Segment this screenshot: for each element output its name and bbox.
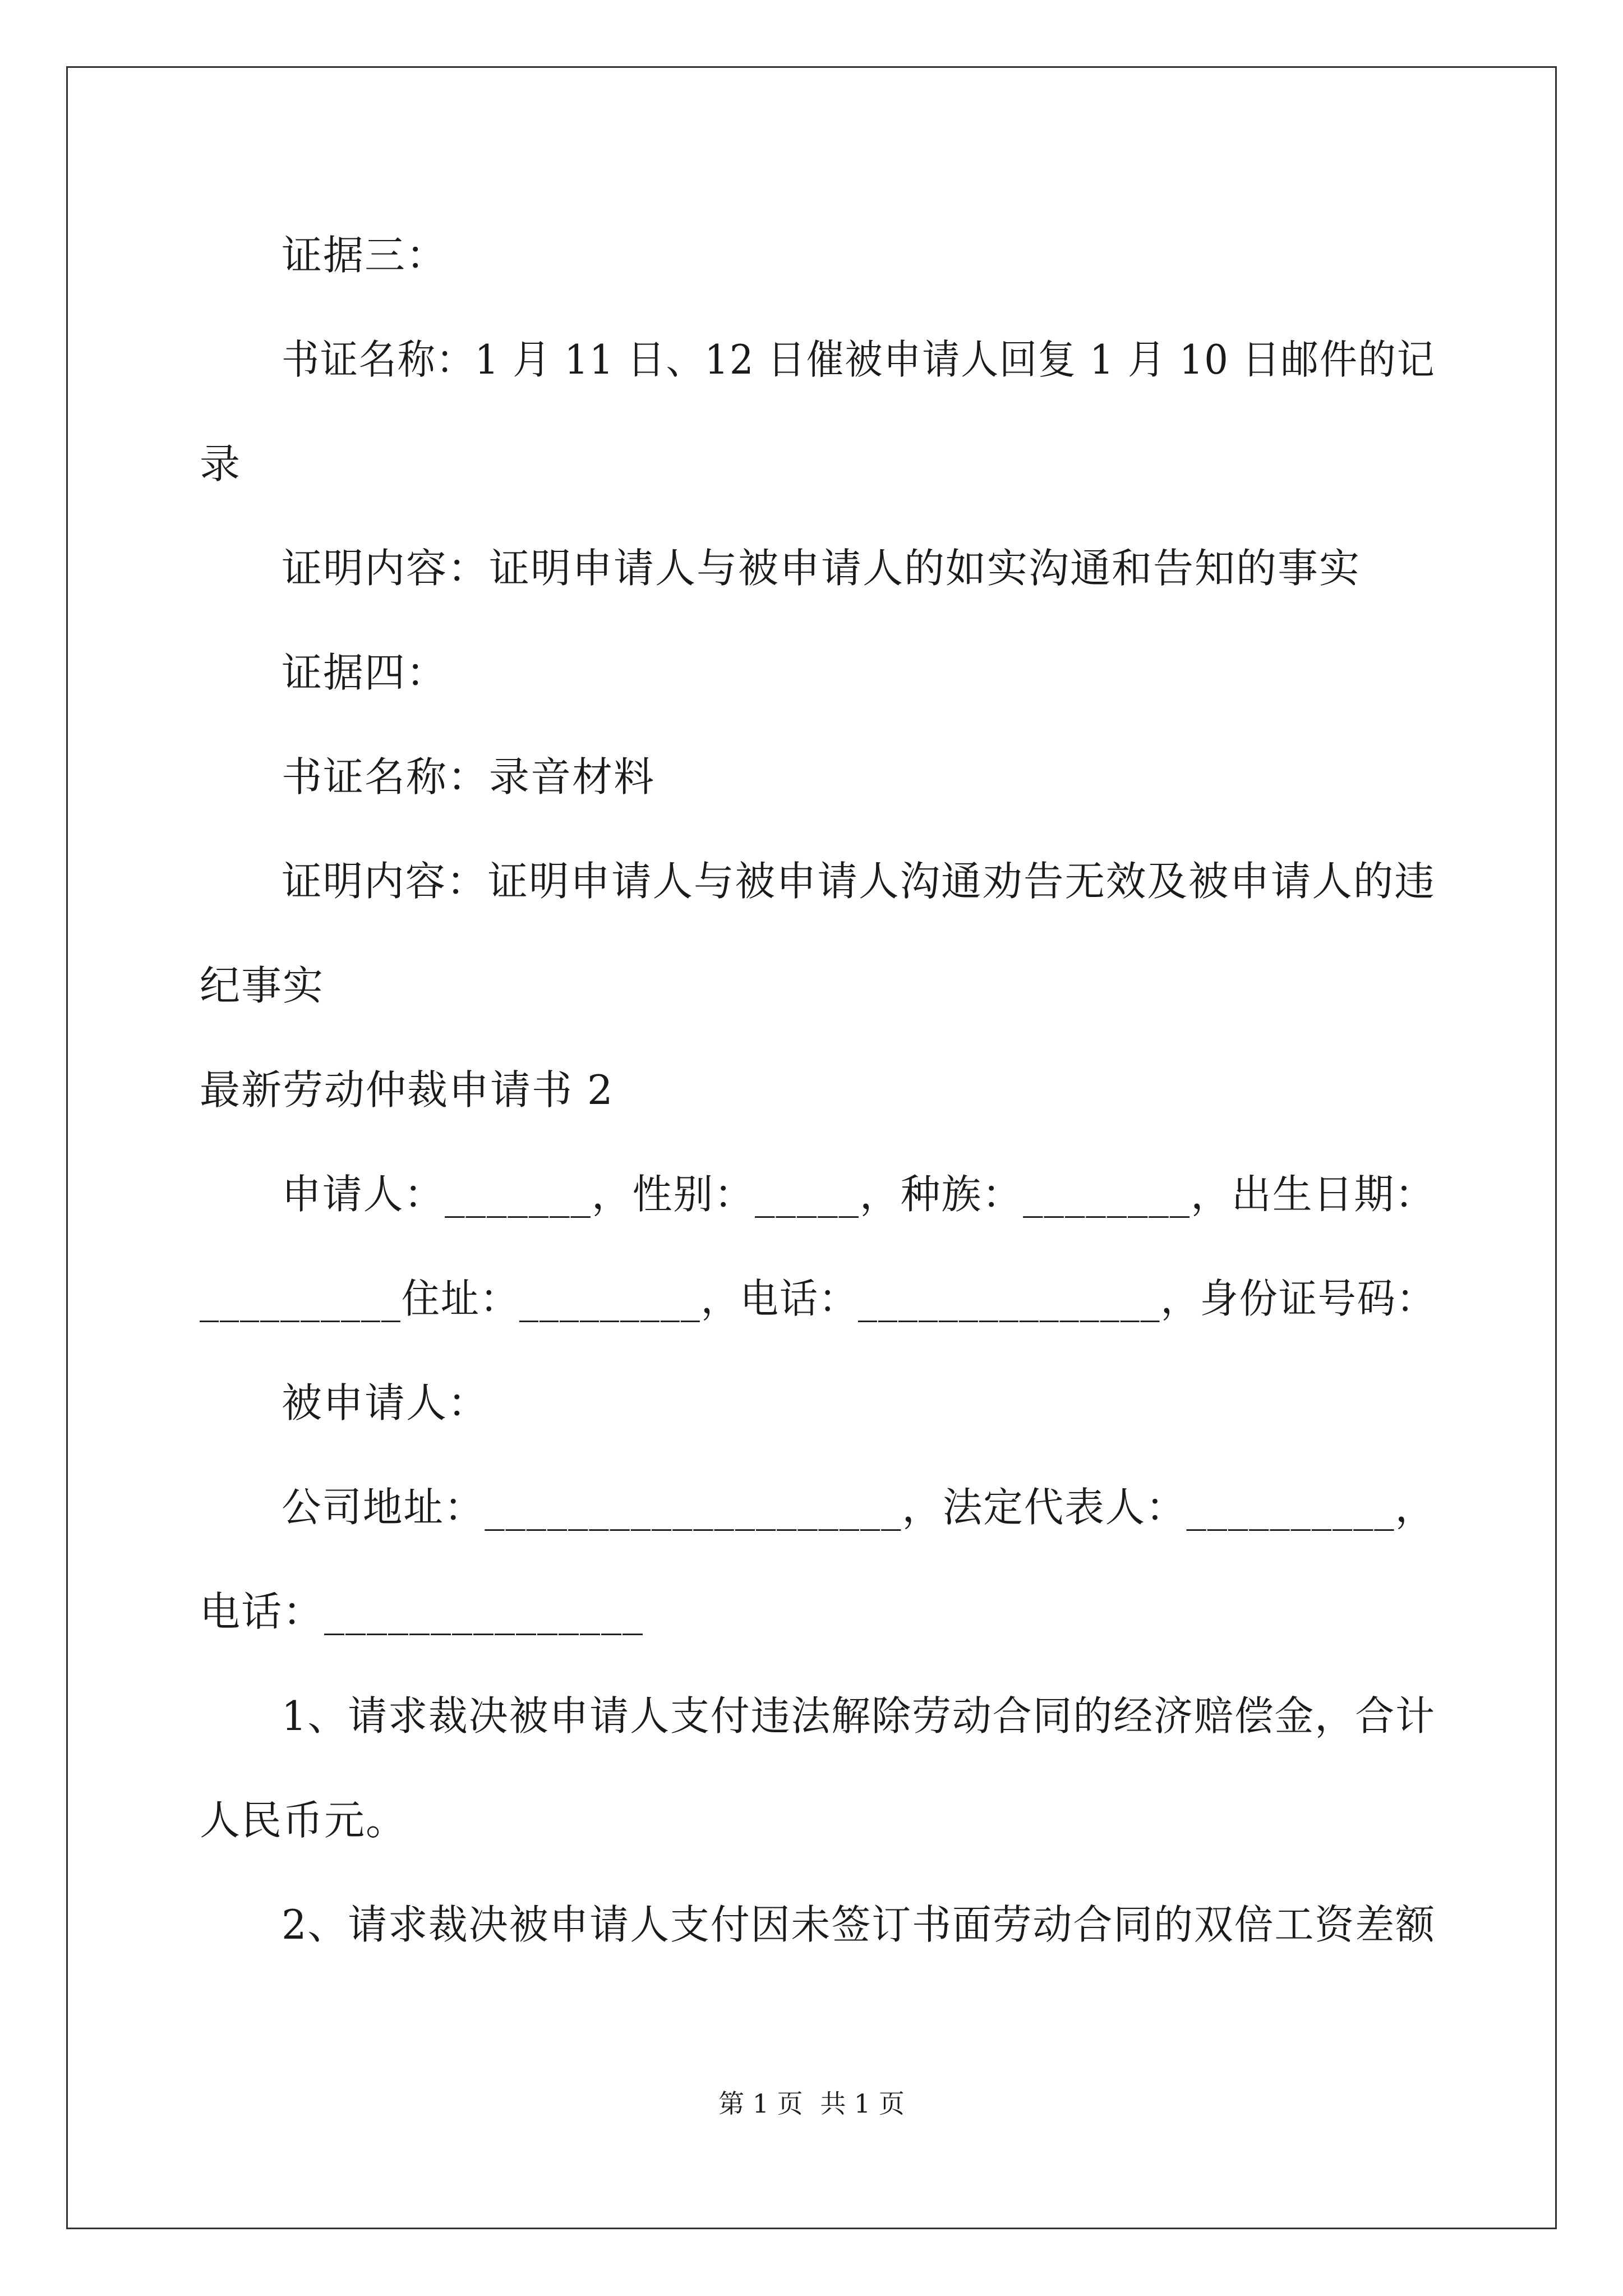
respondent-phone: 电话：_______________	[200, 1588, 644, 1635]
evidence-4-content-continued: 纪事实	[200, 962, 325, 1009]
section-title: 最新劳动仲裁申请书 2	[200, 1066, 614, 1114]
page-footer	[0, 2087, 1623, 2120]
claim-2: 2、请求裁决被申请人支付因未签订书面劳动合同的双倍工资差额	[282, 1901, 1436, 1948]
evidence-3-name-continued: 录	[200, 440, 242, 487]
applicant-info: 申请人：_______，性别：_____，种族：________，出生日期：	[282, 1171, 1436, 1218]
applicant-info-continued: __________住址：_________，电话：_______________，身份证号码：	[200, 1275, 1436, 1322]
page-total: 共 1 页	[820, 2088, 905, 2119]
evidence-4-content: 证明内容：证明申请人与被申请人沟通劝告无效及被申请人的违	[282, 858, 1436, 905]
evidence-3-content: 证明内容：证明申请人与被申请人的如实沟通和告知的事实	[282, 545, 1361, 592]
claim-1-continued: 人民币元。	[200, 1797, 408, 1844]
evidence-3-name: 书证名称：1 月 11 日、12 日催被申请人回复 1 月 10 日邮件的记	[282, 336, 1436, 383]
evidence-4-name: 书证名称：录音材料	[282, 753, 656, 800]
respondent-address: 公司地址：____________________，法定代表人：__________，	[282, 1484, 1436, 1531]
respondent-heading: 被申请人：	[282, 1379, 490, 1427]
page-number: 第 1 页	[718, 2088, 803, 2119]
evidence-3-heading: 证据三：	[282, 232, 448, 279]
claim-1: 1、请求裁决被申请人支付违法解除劳动合同的经济赔偿金，合计	[282, 1692, 1436, 1740]
evidence-4-heading: 证据四：	[282, 649, 448, 696]
